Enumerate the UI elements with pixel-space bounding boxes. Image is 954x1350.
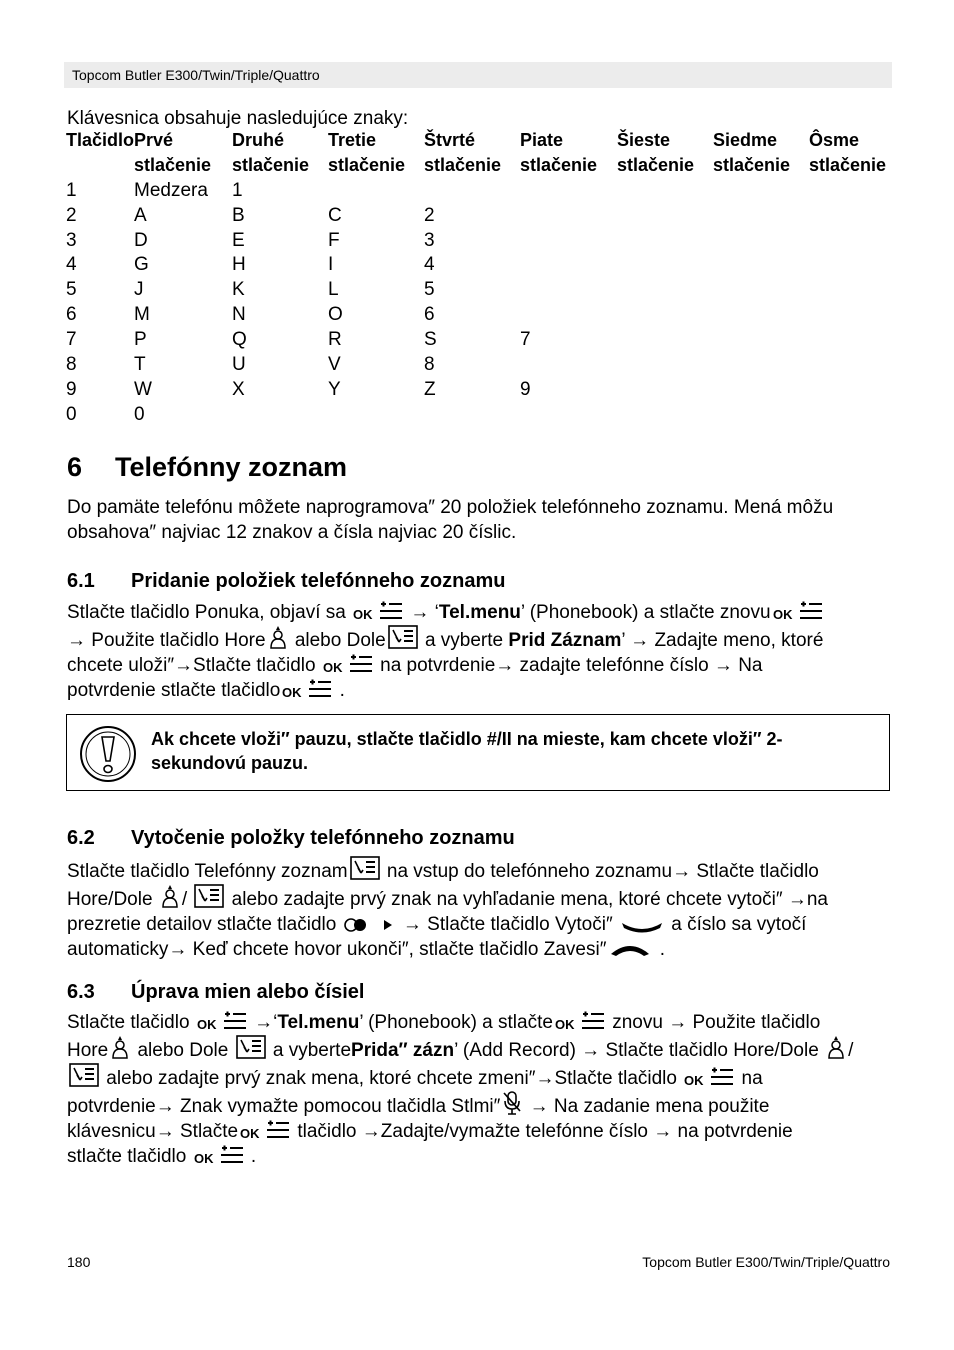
table-cell: U <box>232 354 246 376</box>
table-cell <box>424 180 520 205</box>
note-box <box>66 714 890 791</box>
subsection-6-2-text <box>67 856 897 962</box>
table-cell: P <box>134 329 147 351</box>
up-person-icon <box>160 884 180 908</box>
table-cell <box>617 329 713 354</box>
text-line: Do pamäte telefónu môžete naprogramova″ 20 položiek telefónneho zoznamu. Mená môžu <box>67 497 834 518</box>
text-line: klávesnicu→ Stlačte tlačidlo →Zadajte/vymažte telefónne číslo → na potvrdenie <box>67 1121 793 1142</box>
table-cell <box>520 230 617 255</box>
table-cell: O <box>328 304 343 326</box>
table-cell: 2 <box>424 204 435 226</box>
text-line: chcete uloži″→Stlačte tlačidlo na potvrdenie→ zadajte telefónne číslo → Na <box>67 655 763 676</box>
table-row <box>66 379 899 404</box>
menu-icon <box>308 679 332 699</box>
table-cell <box>713 205 809 230</box>
table-cell <box>713 354 809 379</box>
table-cell <box>809 279 899 304</box>
table-cell: 2 <box>66 204 77 226</box>
subsection-number: 6.3 <box>67 981 95 1003</box>
ok-icon <box>194 1151 216 1165</box>
table-cell: B <box>232 204 245 226</box>
table-cell: 4 <box>424 254 435 276</box>
table-cell: 3 <box>66 229 77 251</box>
table-cell <box>713 329 809 354</box>
subsection-number: 6.1 <box>67 570 95 592</box>
menu-icon <box>581 1011 605 1031</box>
table-cell <box>809 354 899 379</box>
text-line: → Použite tlačidlo Hore alebo Dole a vyberte Prid Záznam’ → Zadajte meno, ktoré <box>67 625 897 653</box>
table-cell: C <box>328 204 342 226</box>
text-line: Stlačte tlačidlo Ponuka, objaví sa → ‘Tel.menu’ (Phonebook) a stlačte znovu <box>67 600 897 625</box>
up-person-icon <box>110 1035 130 1059</box>
table-cell <box>617 230 713 255</box>
menu-icon <box>349 654 373 674</box>
table-cell: T <box>134 354 146 376</box>
ok-icon <box>240 1126 262 1140</box>
text-line: potvrdenie stlačte tlačidlo . <box>67 680 345 701</box>
section-title: Telefónny zoznam <box>115 452 348 482</box>
table-cell <box>232 404 328 429</box>
table-cell <box>713 254 809 279</box>
table-cell: 6 <box>424 304 435 326</box>
table-cell <box>617 180 713 205</box>
table-cell: 1 <box>232 179 243 201</box>
ok-icon <box>353 607 375 621</box>
table-cell: 0 <box>134 403 145 425</box>
table-header-cell: stlačenie <box>713 154 791 175</box>
text-line: Stlačte tlačidlo →‘Tel.menu’ (Phonebook) a stlačte znovu → Použite tlačidlo <box>67 1012 821 1033</box>
table-cell: D <box>134 229 148 251</box>
exclamation-icon <box>79 725 137 783</box>
table-header-row-1 <box>66 130 899 155</box>
ok-icon <box>773 607 795 621</box>
table-cell <box>617 379 713 404</box>
phone-hangup-icon <box>608 940 652 958</box>
table-cell: Z <box>424 378 436 400</box>
table-cell: L <box>328 279 339 301</box>
text-line: automaticky→ Keď chcete hovor ukonči″, stlačte tlačidlo Zavesi″ . <box>67 939 665 960</box>
table-cell <box>809 205 899 230</box>
table-cell: K <box>232 279 245 301</box>
page-number: 180 <box>67 1254 91 1270</box>
table-header-cell: Druhé <box>232 130 285 150</box>
table-cell <box>520 254 617 279</box>
table-header-cell: Prvé <box>134 130 174 150</box>
table-cell: 3 <box>424 229 435 251</box>
text-line: prezretie detailov stlačte tlačidlo → Stlačte tlačidlo Vytoči″ a číslo sa vytočí <box>67 914 807 935</box>
table-cell <box>809 329 899 354</box>
table-cell <box>713 404 809 429</box>
table-cell <box>809 404 899 429</box>
table-cell <box>713 180 809 205</box>
table-cell: X <box>232 378 245 400</box>
table-header-cell: Siedme <box>713 130 778 150</box>
header-title: Topcom Butler E300/Twin/Triple/Quattro <box>72 67 320 83</box>
table-cell <box>520 205 617 230</box>
table-cell: 7 <box>520 329 531 351</box>
table-cell <box>713 304 809 329</box>
table-cell <box>520 180 617 205</box>
table-cell: Medzera <box>134 179 208 201</box>
menu-icon <box>799 601 823 621</box>
table-cell: R <box>328 329 342 351</box>
table-row <box>66 354 899 379</box>
table-cell <box>809 180 899 205</box>
up-person-icon <box>826 1035 846 1059</box>
table-cell: 8 <box>424 354 435 376</box>
table-cell: 1 <box>66 179 77 201</box>
table-cell <box>809 304 899 329</box>
keypad-table <box>66 130 899 429</box>
table-cell <box>713 279 809 304</box>
table-cell: 4 <box>66 254 77 276</box>
ok-icon <box>197 1017 219 1031</box>
ok-icon <box>282 685 304 699</box>
subsection-6-3-text <box>67 1010 897 1169</box>
table-row <box>66 180 899 205</box>
table-row <box>66 329 899 354</box>
table-header-cell: Tlačidlo <box>66 130 135 150</box>
table-cell: I <box>328 254 334 276</box>
subsection-6-1-text <box>67 600 897 703</box>
table-cell: M <box>134 304 150 326</box>
table-cell: 8 <box>66 354 77 376</box>
text-line: Stlačte tlačidlo Telefónny zoznam na vstup do telefónneho zoznamu→ Stlačte tlačidlo <box>67 856 897 884</box>
table-cell: V <box>328 354 341 376</box>
table-cell <box>520 404 617 429</box>
table-header-cell <box>66 155 134 180</box>
menu-icon <box>379 601 403 621</box>
subsection-title: Vytočenie položky telefónneho zoznamu <box>131 827 515 849</box>
table-cell: 9 <box>66 378 77 400</box>
text-line: Hore alebo Dole a vybertePrida″ zázn’ (Add Record) → Stlačte tlačidlo Hore/Dole / <box>67 1035 897 1063</box>
subsection-heading-6-1 <box>67 570 505 593</box>
table-header-cell: Piate <box>520 130 564 150</box>
up-person-icon <box>268 625 288 649</box>
table-row <box>66 304 899 329</box>
table-cell: G <box>134 254 149 276</box>
text-line: Hore/Dole / alebo zadajte prvý znak na vyhľadanie mena, ktoré chcete vytoči″ →na <box>67 884 897 912</box>
table-row <box>66 205 899 230</box>
subsection-title: Pridanie položiek telefónneho zoznamu <box>131 570 506 592</box>
table-cell: Y <box>328 378 341 400</box>
subsection-heading-6-3 <box>67 981 364 1004</box>
table-cell <box>617 279 713 304</box>
ok-icon <box>323 660 345 674</box>
table-row <box>66 279 899 304</box>
table-header-cell: Štvrté <box>424 130 476 150</box>
table-cell <box>617 354 713 379</box>
running-header <box>64 62 892 88</box>
table-cell: A <box>134 204 147 226</box>
table-header-cell: stlačenie <box>809 154 887 175</box>
table-cell: S <box>424 329 437 351</box>
section-number: 6 <box>67 452 83 482</box>
table-cell <box>713 230 809 255</box>
table-header-cell: stlačenie <box>520 154 598 175</box>
table-header-row-2 <box>66 155 899 180</box>
table-cell <box>713 379 809 404</box>
menu-icon <box>266 1120 290 1140</box>
phonebook-icon <box>194 884 224 908</box>
table-cell <box>520 304 617 329</box>
table-cell <box>424 404 520 429</box>
table-cell <box>328 404 424 429</box>
menu-icon <box>710 1067 734 1087</box>
table-header-cell: stlačenie <box>617 154 695 175</box>
text-line: obsahova″ najviac 12 znakov a čísla najviac 20 číslic. <box>67 522 517 543</box>
table-cell <box>617 254 713 279</box>
subsection-title: Úprava mien alebo čísiel <box>131 981 365 1003</box>
phonebook-icon <box>236 1035 266 1059</box>
table-cell: 5 <box>66 279 77 301</box>
table-row <box>66 404 899 429</box>
table-cell: 0 <box>66 403 77 425</box>
note-text: Ak chcete vloži″ pauzu, stlačte tlačidlo #/II na mieste, kam chcete vloži″ 2-sekundovú pauzu. <box>151 729 783 773</box>
table-cell <box>809 379 899 404</box>
table-header-cell: Šieste <box>617 130 671 150</box>
phonebook-icon <box>69 1063 99 1087</box>
section-heading-6 <box>67 452 347 483</box>
table-cell <box>520 279 617 304</box>
table-cell: 6 <box>66 304 77 326</box>
text-line: alebo zadajte prvý znak mena, ktoré chcete zmeni″→Stlačte tlačidlo na <box>67 1063 897 1091</box>
mute-icon <box>502 1091 522 1115</box>
table-cell: 5 <box>424 279 435 301</box>
table-cell: N <box>232 304 246 326</box>
table-cell: W <box>134 378 152 400</box>
subsection-number: 6.2 <box>67 827 95 849</box>
table-cell <box>809 254 899 279</box>
table-row <box>66 230 899 255</box>
table-cell: 7 <box>66 329 77 351</box>
table-header-cell: stlačenie <box>134 154 212 175</box>
table-cell <box>617 304 713 329</box>
table-cell: H <box>232 254 246 276</box>
table-cell <box>520 354 617 379</box>
menu-icon <box>220 1145 244 1165</box>
phonebook-icon <box>350 856 380 880</box>
section-6-paragraph <box>67 495 897 545</box>
table-cell <box>617 205 713 230</box>
table-header-cell: stlačenie <box>232 154 310 175</box>
table-cell: E <box>232 229 245 251</box>
table-cell <box>809 230 899 255</box>
table-cell: 9 <box>520 378 531 400</box>
table-cell: J <box>134 279 144 301</box>
phone-pickup-icon <box>620 919 664 933</box>
table-header-cell: Tretie <box>328 130 377 150</box>
text-line: potvrdenie→ Znak vymažte pomocou tlačidla Stlmi″ → Na zadanie mena použite <box>67 1091 897 1119</box>
ok-icon <box>684 1073 706 1087</box>
table-cell: F <box>328 229 340 251</box>
phonebook-icon <box>388 625 418 649</box>
select-right-icon <box>344 917 396 933</box>
footer-title: Topcom Butler E300/Twin/Triple/Quattro <box>642 1254 890 1270</box>
table-header-cell: stlačenie <box>328 154 406 175</box>
subsection-heading-6-2 <box>67 827 515 850</box>
text-line: stlačte tlačidlo . <box>67 1146 257 1167</box>
table-header-cell: stlačenie <box>424 154 502 175</box>
table-cell <box>617 404 713 429</box>
ok-icon <box>555 1017 577 1031</box>
table-header-cell: Ôsme <box>809 130 860 150</box>
table-cell <box>328 180 424 205</box>
menu-icon <box>223 1011 247 1031</box>
keypad-intro: Klávesnica obsahuje nasledujúce znaky: <box>67 108 409 129</box>
table-row <box>66 254 899 279</box>
table-cell: Q <box>232 329 247 351</box>
